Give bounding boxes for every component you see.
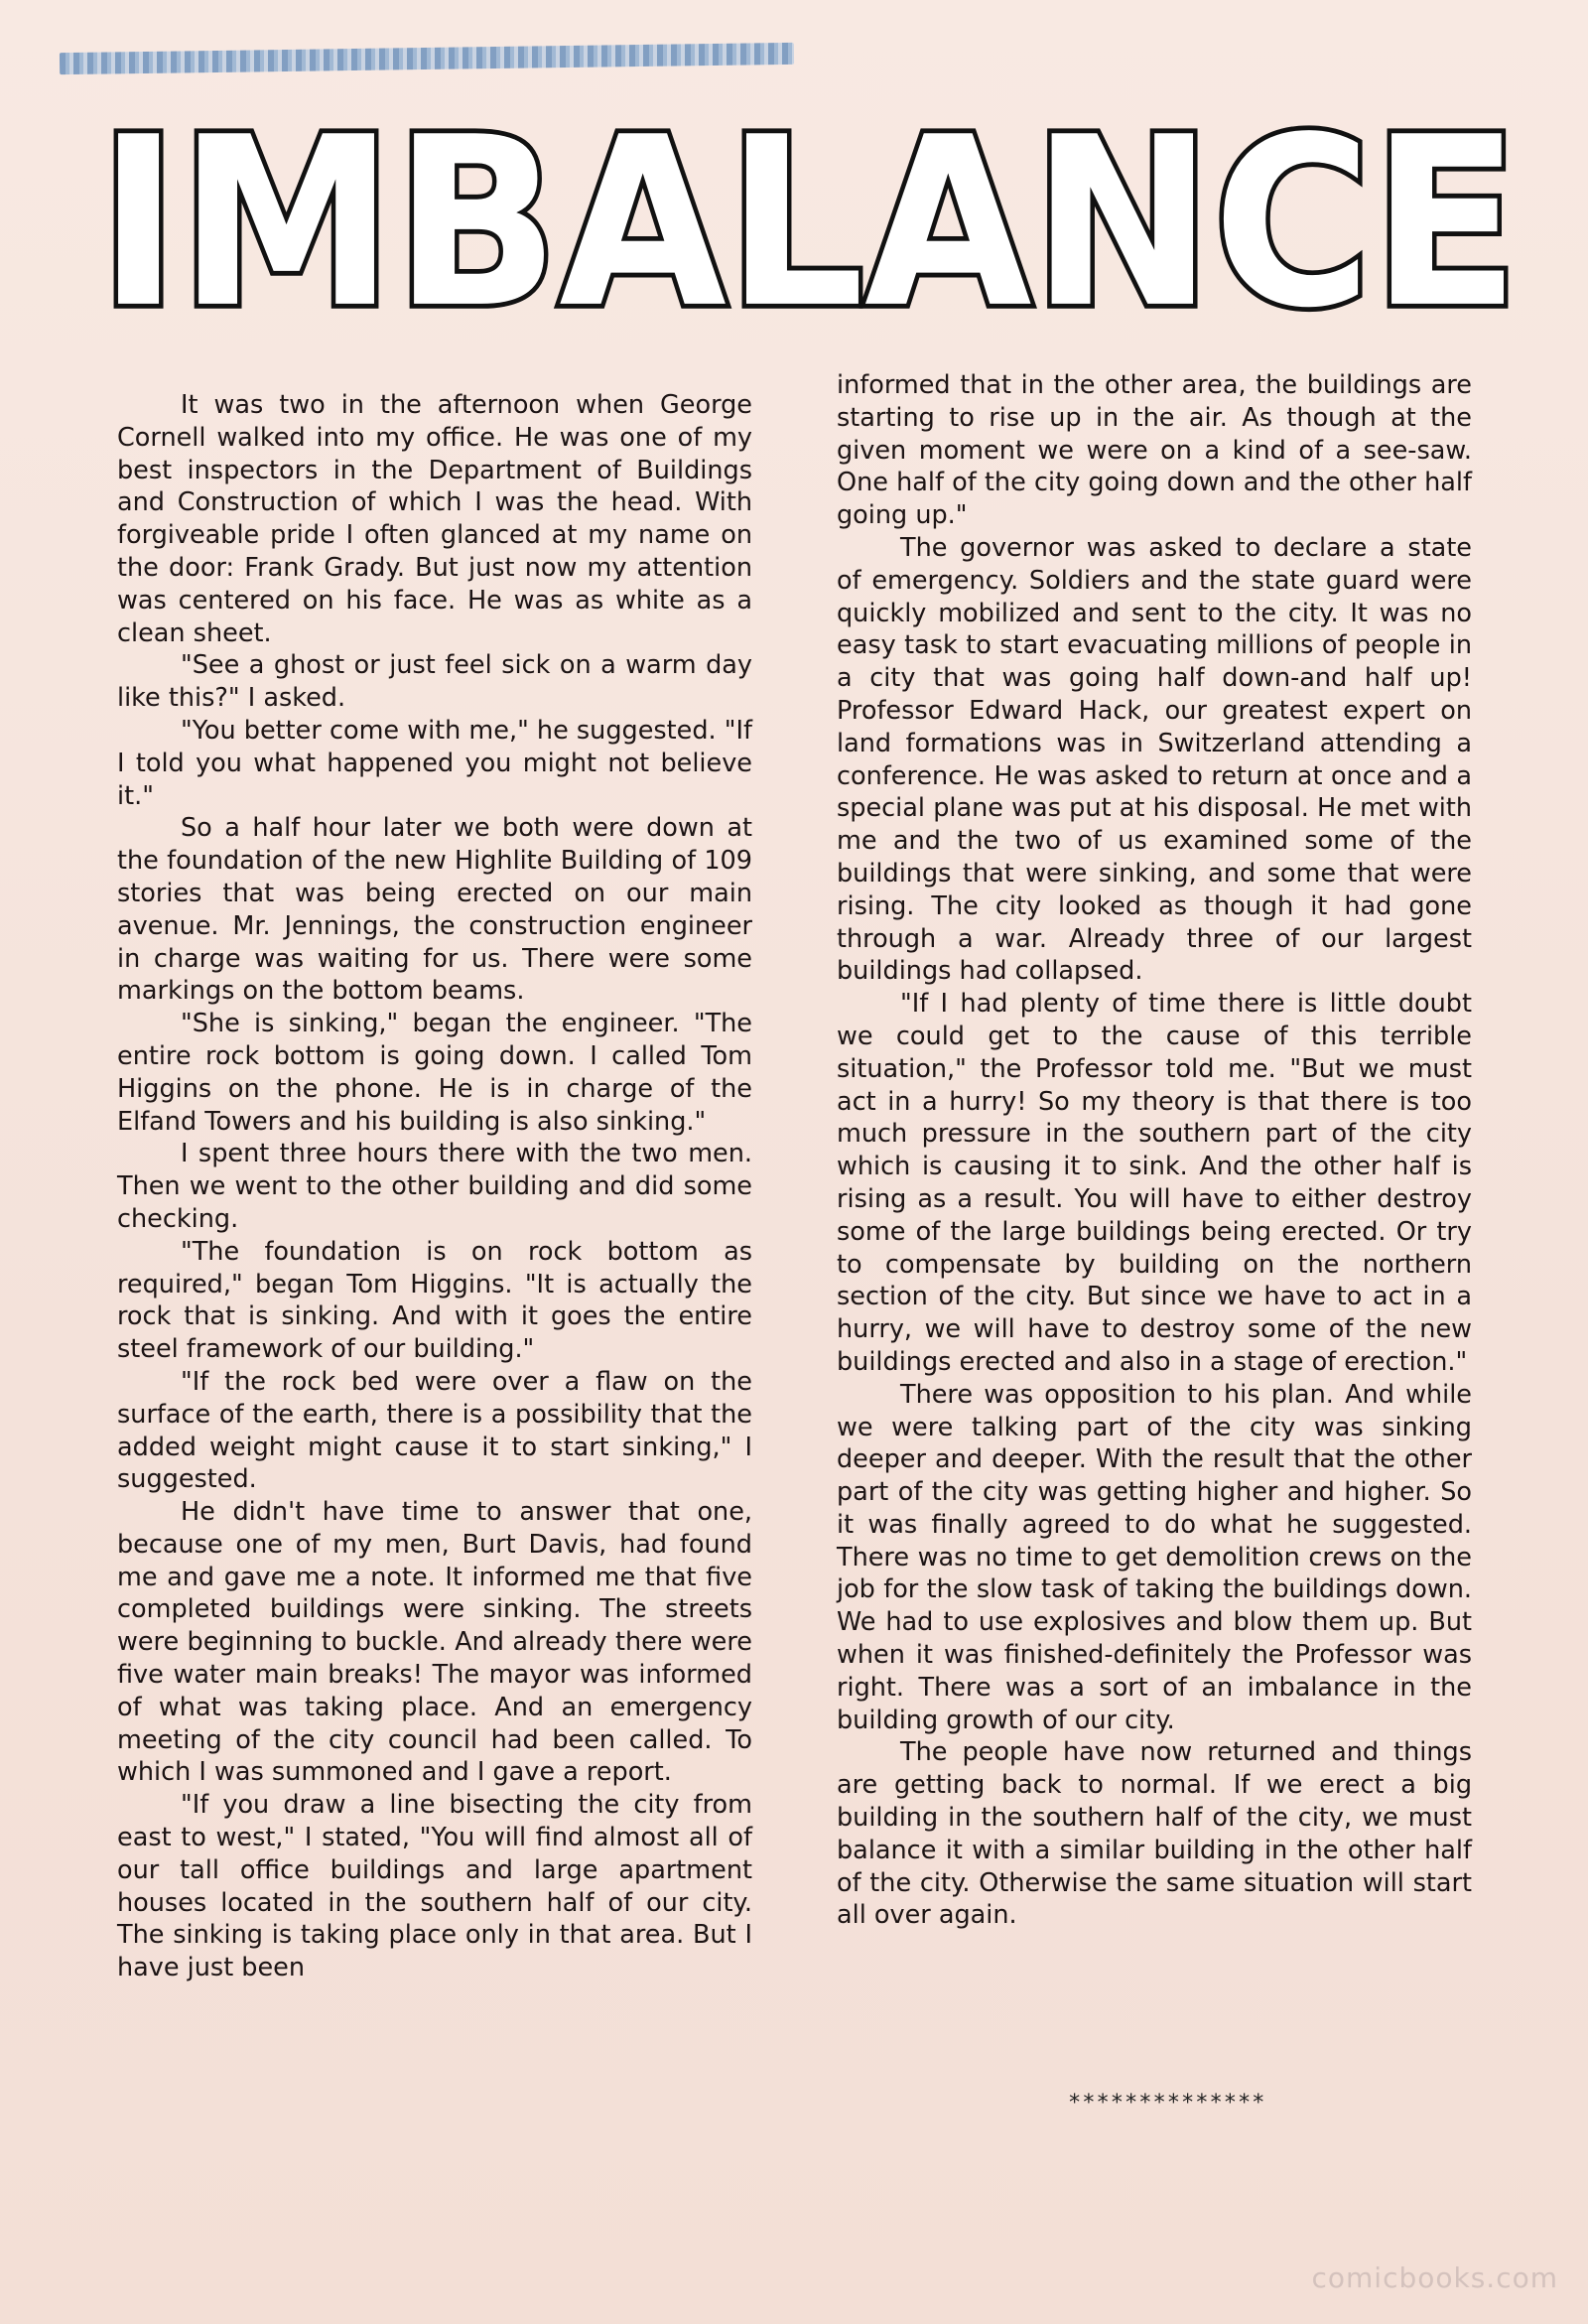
paragraph: The governor was asked to declare a state of emergency. Soldiers and the state guard were quickly mobilized and sent to the city. It was no easy task to start evacuating millions of people in a city that was going half down-and half up! Professor Edward Hack, our greatest expert on land formations was in Switzerland attending a conference. He was asked to return at once and a special plane was put at his disposal. He met with me and the two of us examined some of the buildings that were sinking, and some that were rising. The city looked as though it had gone through a war. Already three of our largest buildings had collapsed. xyxy=(837,532,1472,987)
paragraph: He didn't have time to answer that one, because one of my men, Burt Davis, had found me and gave me a note. It informed me that five completed buildings were sinking. The streets were beginning to buckle. And already there were five water main breaks! The mayor was informed of what was taking place. And an emergency meeting of the city council had been called. To which I was summoned and I gave a report. xyxy=(117,1497,752,1788)
story-title: IMBALANCE xyxy=(98,87,1520,360)
paragraph: "If I had plenty of time there is little doubt we could get to the cause of this terrible situation," the Professor told me. "But we must act in a hurry! So my theory is that there is too much pressure in the southern part of the city which is causing it to sink. And the other half is rising as a result. You will have to either destroy some of the large buildings being erected. Or try to compensate by building on the northern section of the city. But since we have to act in a hurry, we will have to destroy some of the new buildings erected and also in a stage of erection." xyxy=(837,989,1472,1377)
title-banner xyxy=(98,87,1520,360)
paragraph: "You better come with me," he suggested. "If I told you what happened you might not believe it." xyxy=(117,715,752,811)
paragraph: "If the rock bed were over a flaw on the surface of the earth, there is a possibility that the added weight might cause it to start sinking," I suggested. xyxy=(117,1366,752,1495)
paragraph: It was two in the afternoon when George Cornell walked into my office. He was one of my best inspectors in the Department of Buildings and Construction of which I was the head. With forgiveable pride I often glanced at my name on the door: Frank Grady. But just now my attention was centered on his face. He was as white as a clean sheet. xyxy=(117,390,752,648)
paragraph-continuation: informed that in the other area, the buildings are starting to rise up in the air. As though at the given moment we were on a kind of a see-saw. One half of the city going down and the other half going up." xyxy=(837,370,1472,531)
paragraph: "If you draw a line bisecting the city from east to west," I stated, "You will find almost all of our tall office buildings and large apartment houses located in the southern half of our city. The sinking is taking place only in that area. But I have just been xyxy=(117,1790,752,1983)
end-mark: ************** xyxy=(1068,2091,1266,2116)
torn-color-strip xyxy=(60,43,794,74)
paragraph: The people have now returned and things are getting back to normal. If we erect a big building in the southern half of the city, we must balance it with a similar building in the other half of the city. Otherwise the same situation will start all over again. xyxy=(837,1737,1472,1931)
paragraph: I spent three hours there with the two men. Then we went to the other building and did some checking. xyxy=(117,1139,752,1234)
paragraph: "The foundation is on rock bottom as required," began Tom Higgins. "It is actually the rock that is sinking. And with it goes the entire steel framework of our building." xyxy=(117,1236,752,1365)
left-text-column xyxy=(117,389,752,1984)
right-text-column xyxy=(837,369,1472,1932)
paragraph: There was opposition to his plan. And while we were talking part of the city was sinking deeper and deeper. With the result that the other part of the city was getting higher and higher. So it was finally agreed to do what he suggested. There was no time to get demolition crews on the job for the slow task of taking the buildings down. We had to use explosives and blow them up. But when it was finished-definitely the Professor was right. There was a sort of an imbalance in the building growth of our city. xyxy=(837,1379,1472,1735)
watermark: comicbooks.com xyxy=(1311,2261,1558,2294)
paragraph: "She is sinking," began the engineer. "The entire rock bottom is going down. I called Tom Higgins on the phone. He is in charge of the Elfand Towers and his building is also sinking." xyxy=(117,1009,752,1137)
paragraph: So a half hour later we both were down at the foundation of the new Highlite Building of 109 stories that was being erected on our main avenue. Mr. Jennings, the construction engineer in charge was waiting for us. There were some markings on the bottom beams. xyxy=(117,813,752,1007)
paragraph: "See a ghost or just feel sick on a warm day like this?" I asked. xyxy=(117,650,752,714)
